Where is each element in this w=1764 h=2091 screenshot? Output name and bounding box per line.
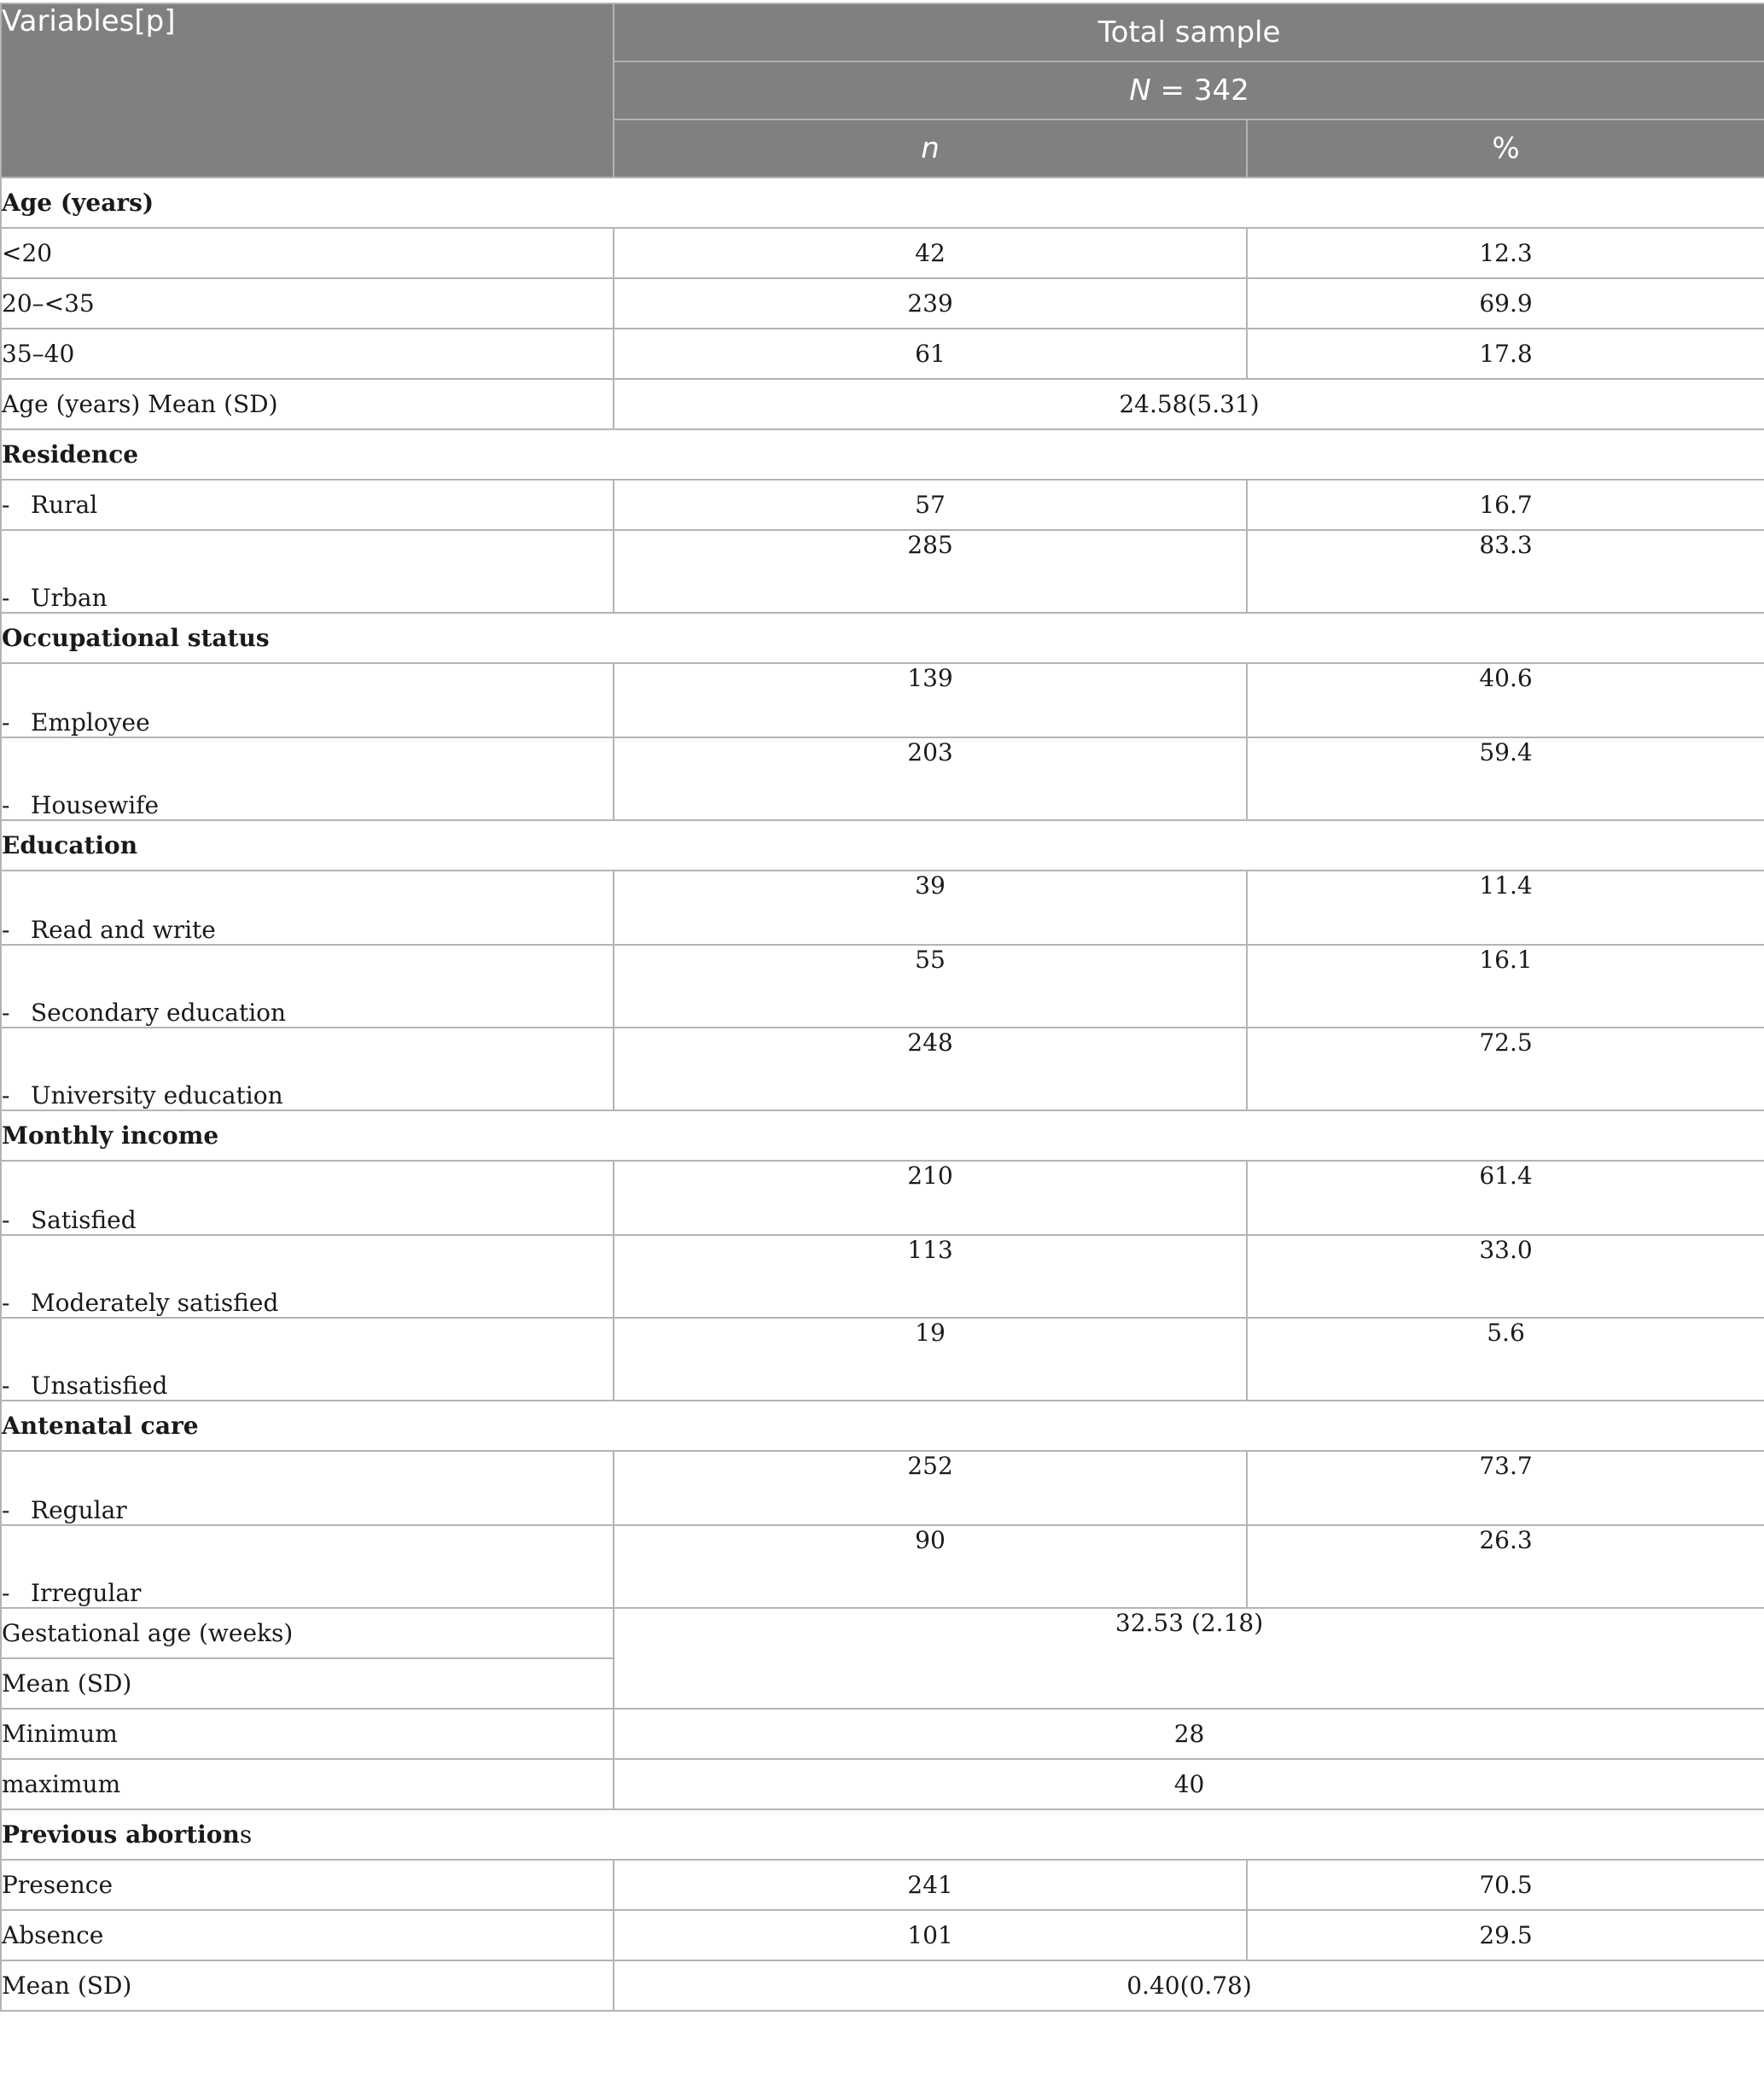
row-label: Mean (SD) — [1, 1658, 614, 1709]
section-abortions-tail: s — [239, 1820, 253, 1849]
header-col-pct: % — [1247, 119, 1764, 178]
row-label-text: Housewife — [31, 791, 160, 819]
row-label-text: Read and write — [31, 916, 216, 944]
row-label: Presence — [1, 1860, 614, 1910]
row-label — [1, 1318, 614, 1401]
row-pct: 70.5 — [1247, 1860, 1764, 1910]
row-label — [1, 1525, 614, 1608]
row-label — [1, 480, 614, 530]
row-n: 210 — [614, 1161, 1247, 1235]
row-label — [1, 663, 614, 737]
section-income: Monthly income — [1, 1110, 1764, 1161]
table-row — [1, 1235, 1764, 1318]
row-label — [1, 1235, 614, 1318]
row-label: Mean (SD) — [1, 1960, 614, 2011]
row-merged-value: 40 — [614, 1759, 1764, 1809]
row-pct: 61.4 — [1247, 1161, 1764, 1235]
row-label — [1, 1161, 614, 1235]
table-row — [1, 1401, 1764, 1451]
row-label: <20 — [1, 228, 614, 278]
row-pct: 40.6 — [1247, 663, 1764, 737]
section-abortions — [1, 1809, 1764, 1860]
row-pct: 11.4 — [1247, 871, 1764, 945]
row-n: 55 — [614, 945, 1247, 1028]
row-merged-value: 32.53 (2.18) — [614, 1608, 1764, 1709]
row-label — [1, 530, 614, 613]
table-row — [1, 1709, 1764, 1759]
table-row — [1, 1960, 1764, 2011]
table-row — [1, 1451, 1764, 1525]
table-row — [1, 1161, 1764, 1235]
row-pct: 33.0 — [1247, 1235, 1764, 1318]
row-label: Absence — [1, 1910, 614, 1960]
header-total-sample: Total sample — [614, 3, 1764, 61]
section-antenatal: Antenatal care — [1, 1401, 1764, 1451]
header-n-total — [614, 61, 1764, 119]
table-row — [1, 663, 1764, 737]
row-pct: 16.7 — [1247, 480, 1764, 530]
row-label — [1, 737, 614, 820]
n-total-prefix: N — [1129, 73, 1151, 108]
table-row — [1, 945, 1764, 1028]
row-n: 248 — [614, 1028, 1247, 1110]
bullet-dash: - — [2, 1289, 10, 1317]
section-residence: Residence — [1, 429, 1764, 480]
bullet-dash: - — [2, 708, 10, 737]
table-row — [1, 1028, 1764, 1110]
row-label: Age (years) Mean (SD) — [1, 379, 614, 429]
bullet-dash: - — [2, 1372, 10, 1400]
table-row — [1, 1860, 1764, 1910]
row-n: 239 — [614, 278, 1247, 329]
row-label-text: Secondary education — [31, 999, 287, 1027]
row-label: 35–40 — [1, 329, 614, 379]
row-pct: 16.1 — [1247, 945, 1764, 1028]
n-total-value: = 342 — [1160, 73, 1249, 108]
header-col-n: n — [614, 119, 1247, 178]
table-row — [1, 1525, 1764, 1608]
row-pct: 69.9 — [1247, 278, 1764, 329]
row-label-text: Satisfied — [31, 1206, 137, 1234]
row-n: 113 — [614, 1235, 1247, 1318]
table-row — [1, 228, 1764, 278]
bullet-dash: - — [2, 999, 10, 1027]
row-label-text: University education — [31, 1081, 283, 1110]
row-merged-value: 0.40(0.78) — [614, 1960, 1764, 2011]
row-label-text: Employee — [31, 708, 150, 737]
row-label: maximum — [1, 1759, 614, 1809]
row-n: 42 — [614, 228, 1247, 278]
row-label — [1, 871, 614, 945]
row-label — [1, 945, 614, 1028]
row-pct: 72.5 — [1247, 1028, 1764, 1110]
row-label-text: Irregular — [31, 1579, 142, 1607]
row-label-text: Unsatisfied — [31, 1372, 168, 1400]
table-row — [1, 178, 1764, 228]
row-n: 19 — [614, 1318, 1247, 1401]
table-row — [1, 1318, 1764, 1401]
section-age: Age (years) — [1, 178, 1764, 228]
bullet-dash: - — [2, 1206, 10, 1234]
demographics-table — [0, 3, 1764, 2012]
row-pct: 17.8 — [1247, 329, 1764, 379]
table-row — [1, 871, 1764, 945]
row-merged-value: 28 — [614, 1709, 1764, 1759]
row-n: 139 — [614, 663, 1247, 737]
table-row — [1, 1608, 1764, 1658]
row-label-text: Regular — [31, 1496, 127, 1524]
section-education: Education — [1, 820, 1764, 871]
row-n: 241 — [614, 1860, 1247, 1910]
row-pct: 29.5 — [1247, 1910, 1764, 1960]
bullet-dash: - — [2, 791, 10, 819]
table-row — [1, 820, 1764, 871]
table-row — [1, 1910, 1764, 1960]
table-row — [1, 329, 1764, 379]
table-row — [1, 1110, 1764, 1161]
bullet-dash: - — [2, 584, 10, 612]
row-label: Gestational age (weeks) — [1, 1608, 614, 1658]
table-row — [1, 530, 1764, 613]
row-pct: 12.3 — [1247, 228, 1764, 278]
row-n: 90 — [614, 1525, 1247, 1608]
row-pct: 83.3 — [1247, 530, 1764, 613]
bullet-dash: - — [2, 1579, 10, 1607]
table-row — [1, 379, 1764, 429]
row-n: 39 — [614, 871, 1247, 945]
table-row — [1, 1809, 1764, 1860]
row-n: 57 — [614, 480, 1247, 530]
row-n: 252 — [614, 1451, 1247, 1525]
header-variables: Variables[p] — [1, 3, 614, 178]
row-n: 101 — [614, 1910, 1247, 1960]
table-row — [1, 613, 1764, 663]
row-pct: 5.6 — [1247, 1318, 1764, 1401]
section-abortions-bold: Previous abortion — [2, 1820, 240, 1849]
section-occupation: Occupational status — [1, 613, 1764, 663]
bullet-dash: - — [2, 491, 10, 519]
bullet-dash: - — [2, 1081, 10, 1110]
row-label: 20–<35 — [1, 278, 614, 329]
row-n: 203 — [614, 737, 1247, 820]
row-label-text: Urban — [31, 584, 108, 612]
row-label — [1, 1028, 614, 1110]
table-row — [1, 278, 1764, 329]
bullet-dash: - — [2, 916, 10, 944]
row-n: 61 — [614, 329, 1247, 379]
row-merged-value: 24.58(5.31) — [614, 379, 1764, 429]
row-n: 285 — [614, 530, 1247, 613]
row-pct: 73.7 — [1247, 1451, 1764, 1525]
bullet-dash: - — [2, 1496, 10, 1524]
table-row — [1, 1759, 1764, 1809]
row-pct: 59.4 — [1247, 737, 1764, 820]
row-label-text: Moderately satisfied — [31, 1289, 279, 1317]
table-row — [1, 737, 1764, 820]
row-pct: 26.3 — [1247, 1525, 1764, 1608]
table-row — [1, 429, 1764, 480]
row-label: Minimum — [1, 1709, 614, 1759]
row-label-text: Rural — [31, 491, 98, 519]
row-label — [1, 1451, 614, 1525]
table-row — [1, 480, 1764, 530]
